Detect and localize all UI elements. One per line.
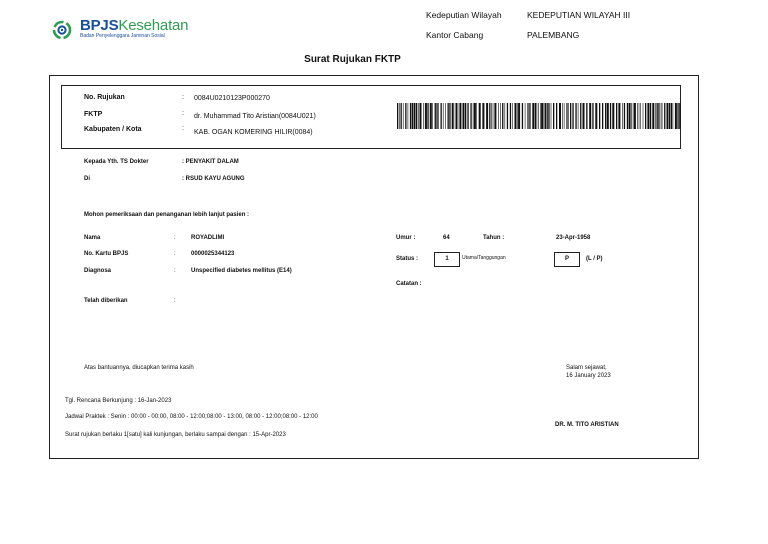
barcode-bar	[553, 103, 554, 129]
barcode-bar	[677, 103, 678, 129]
barcode-bar	[650, 103, 651, 129]
status-box: 1	[434, 252, 460, 267]
barcode-bar	[562, 103, 563, 129]
barcode-bar	[662, 103, 663, 129]
barcode-bar	[420, 103, 422, 129]
barcode-bar	[474, 103, 476, 129]
colon: :	[174, 235, 176, 241]
barcode-bar	[624, 103, 625, 129]
barcode-bar	[473, 103, 474, 129]
barcode-bar	[445, 103, 446, 129]
barcode-bar	[639, 103, 640, 129]
barcode-bar	[658, 103, 659, 129]
barcode-bar	[580, 103, 581, 129]
barcode-bar	[637, 103, 638, 129]
barcode-bar	[507, 103, 508, 129]
barcode-bar	[673, 103, 674, 129]
barcode-bar	[408, 103, 409, 129]
barcode-bar	[556, 103, 557, 129]
barcode-bar	[412, 103, 413, 129]
barcode-bar	[675, 103, 677, 129]
barcode-bar	[602, 103, 603, 129]
barcode-bar	[441, 103, 442, 129]
barcode-bar	[432, 103, 433, 129]
barcode-bar	[405, 103, 406, 129]
kepada-value: : PENYAKIT DALAM	[182, 159, 239, 165]
barcode-bar	[458, 103, 459, 129]
jadwal-praktek: Jadwal Praktek : Senin : 00:00 - 00:00, 08:00 - 12:00;08:00 - 13:00, 08:00 - 12:00;08:00 - 12:00	[65, 414, 318, 420]
barcode-bar	[634, 103, 636, 129]
barcode-bar	[645, 103, 646, 129]
barcode-bar	[661, 103, 662, 129]
barcode-bar	[436, 103, 437, 129]
barcode-bar	[456, 103, 457, 129]
referral-barcode	[397, 103, 681, 129]
barcode-bar	[671, 103, 672, 129]
barcode-bar	[655, 103, 656, 129]
barcode-bar	[476, 103, 477, 129]
barcode-bar	[435, 103, 436, 129]
colon: :	[174, 298, 176, 304]
barcode-bar	[525, 103, 526, 129]
di-value: : RSUD KAYU AGUNG	[182, 176, 245, 182]
barcode-bar	[592, 103, 593, 129]
barcode-bar	[452, 103, 454, 129]
barcode-bar	[545, 103, 546, 129]
colon: :	[182, 125, 184, 132]
barcode-bar	[489, 103, 490, 129]
barcode-bar	[414, 103, 416, 129]
barcode-bar	[541, 103, 543, 129]
fktp-value: dr. Muhammad Tito Aristian(0084U021)	[194, 113, 316, 120]
barcode-bar	[669, 103, 670, 129]
barcode-bar	[538, 103, 539, 129]
nama-value: ROYADLIMI	[191, 235, 225, 241]
barcode-bar	[459, 103, 461, 129]
diagnosa-value: Unspecified diabetes mellitus (E14)	[191, 268, 292, 274]
diagnosa-label: Diagnosa	[84, 268, 112, 274]
barcode-bar	[512, 103, 513, 129]
barcode-bar	[505, 103, 506, 129]
barcode-bar	[527, 103, 528, 129]
barcode-bar	[664, 103, 665, 129]
barcode-bar	[399, 103, 400, 129]
barcode-bar	[570, 103, 571, 129]
logo-tagline: Badan Penyelenggara Jaminan Sosial	[80, 33, 165, 39]
barcode-bar	[500, 103, 501, 129]
barcode-bar	[566, 103, 567, 129]
barcode-bar	[522, 103, 523, 129]
barcode-bar	[479, 103, 481, 129]
kabupaten-label: Kabupaten / Kota	[84, 126, 142, 133]
umur-label: Umur :	[396, 235, 416, 241]
barcode-bar	[486, 103, 488, 129]
barcode-bar	[491, 103, 492, 129]
cabang-value: PALEMBANG	[527, 30, 580, 40]
barcode-bar	[529, 103, 530, 129]
barcode-bar	[627, 103, 628, 129]
barcode-bar	[583, 103, 585, 129]
barcode-bar	[416, 103, 417, 129]
no-rujukan-label: No. Rujukan	[84, 94, 125, 101]
barcode-bar	[449, 103, 450, 129]
request-text: Mohon pemeriksaan dan penanganan lebih lanjut pasien :	[84, 212, 250, 218]
barcode-bar	[622, 103, 623, 129]
barcode-bar	[410, 103, 411, 129]
logo-main: BPJS	[80, 17, 119, 34]
telah-label: Telah diberikan	[84, 298, 128, 304]
barcode-bar	[482, 103, 484, 129]
catatan-label: Catatan :	[396, 281, 422, 287]
barcode-bar	[430, 103, 432, 129]
barcode-bar	[640, 103, 641, 129]
colon: :	[174, 268, 176, 274]
barcode-bar	[559, 103, 561, 129]
barcode-bar	[418, 103, 419, 129]
barcode-bar	[425, 103, 427, 129]
tahun-value: 23-Apr-1958	[556, 235, 591, 241]
barcode-bar	[567, 103, 568, 129]
barcode-bar	[652, 103, 654, 129]
barcode-bar	[633, 103, 634, 129]
barcode-bar	[494, 103, 496, 129]
colon: :	[182, 110, 184, 117]
barcode-bar	[564, 103, 565, 129]
salam-date: 16 January 2023	[566, 373, 611, 379]
barcode-bar	[643, 103, 644, 129]
cabang-label: Kantor Cabang	[426, 30, 484, 40]
barcode-bar	[607, 103, 609, 129]
barcode-bar	[540, 103, 541, 129]
status-label: Status :	[396, 256, 419, 262]
rencana-kunjungan: Tgl. Rencana Berkunjung : 16-Jan-2023	[65, 398, 172, 404]
barcode-bar	[528, 103, 529, 129]
salam-text: Salam sejawat,	[566, 365, 607, 371]
barcode-bar	[616, 103, 617, 129]
barcode-bar	[610, 103, 611, 129]
status-desc: Utama/Tanggungan	[462, 255, 506, 261]
logo-accent: Kesehatan	[118, 17, 189, 34]
bpjs-logo	[80, 17, 188, 34]
barcode-bar	[647, 103, 649, 129]
kabupaten-value: KAB. OGAN KOMERING HILIR(0084)	[194, 129, 313, 136]
barcode-bar	[575, 103, 576, 129]
barcode-bar	[448, 103, 449, 129]
barcode-bar	[455, 103, 456, 129]
kartu-value: 0000025344123	[191, 251, 235, 257]
masa-berlaku: Surat rujukan berlaku 1[satu] kali kunjungan, berlaku sampai dengan : 15-Apr-2023	[65, 432, 286, 438]
barcode-bar	[403, 103, 404, 129]
barcode-bar	[470, 103, 471, 129]
di-label: Di	[84, 176, 90, 182]
fktp-label: FKTP	[84, 111, 103, 118]
bpjs-logo-icon	[52, 20, 72, 40]
barcode-bar	[544, 103, 545, 129]
barcode-bar	[551, 103, 552, 129]
barcode-bar	[463, 103, 465, 129]
barcode-bar	[568, 103, 569, 129]
page-title: Surat Rujukan FKTP	[304, 54, 401, 65]
deputi-value: KEDEPUTIAN WILAYAH III	[527, 10, 631, 20]
umur-value: 64	[443, 235, 450, 241]
tahun-label: Tahun :	[483, 235, 505, 241]
barcode-bar	[586, 103, 587, 129]
kepada-label: Kepada Yth. TS Dokter	[84, 159, 149, 165]
barcode-bar	[427, 103, 428, 129]
barcode-bar	[612, 103, 614, 129]
thanks-text: Atas bantuannya, diucapkan terima kasih	[84, 365, 194, 371]
barcode-bar	[465, 103, 466, 129]
barcode-bar	[667, 103, 669, 129]
barcode-bar	[578, 103, 579, 129]
colon: :	[174, 251, 176, 257]
barcode-bar	[535, 103, 536, 129]
barcode-bar	[631, 103, 632, 129]
barcode-bar	[657, 103, 658, 129]
barcode-bar	[518, 103, 520, 129]
barcode-bar	[629, 103, 631, 129]
barcode-bar	[401, 103, 402, 129]
barcode-bar	[547, 103, 548, 129]
barcode-bar	[548, 103, 549, 129]
doctor-name: DR. M. TITO ARISTIAN	[555, 422, 619, 428]
nama-label: Nama	[84, 235, 101, 241]
barcode-bar	[572, 103, 573, 129]
barcode-bar	[493, 103, 494, 129]
barcode-bar	[679, 103, 680, 129]
barcode-bar	[595, 103, 597, 129]
barcode-bar	[498, 103, 499, 129]
barcode-bar	[502, 103, 503, 129]
barcode-bar	[517, 103, 518, 129]
kartu-label: No. Kartu BPJS	[84, 251, 129, 257]
barcode-bar	[467, 103, 468, 129]
barcode-bar	[397, 103, 398, 129]
barcode-bar	[515, 103, 517, 129]
gender-box: P	[554, 252, 580, 267]
barcode-bar	[438, 103, 439, 129]
barcode-bar	[423, 103, 424, 129]
barcode-bar	[510, 103, 511, 129]
no-rujukan-value: 0084U0210123P000270	[194, 95, 270, 102]
colon: :	[182, 94, 184, 101]
barcode-bar	[537, 103, 538, 129]
barcode-bar	[443, 103, 444, 129]
deputi-label: Kedeputian Wilayah	[426, 10, 502, 20]
barcode-bar	[605, 103, 606, 129]
gender-desc: (L / P)	[586, 256, 603, 262]
barcode-bar	[589, 103, 591, 129]
barcode-bar	[599, 103, 600, 129]
barcode-bar	[532, 103, 534, 129]
barcode-bar	[618, 103, 620, 129]
